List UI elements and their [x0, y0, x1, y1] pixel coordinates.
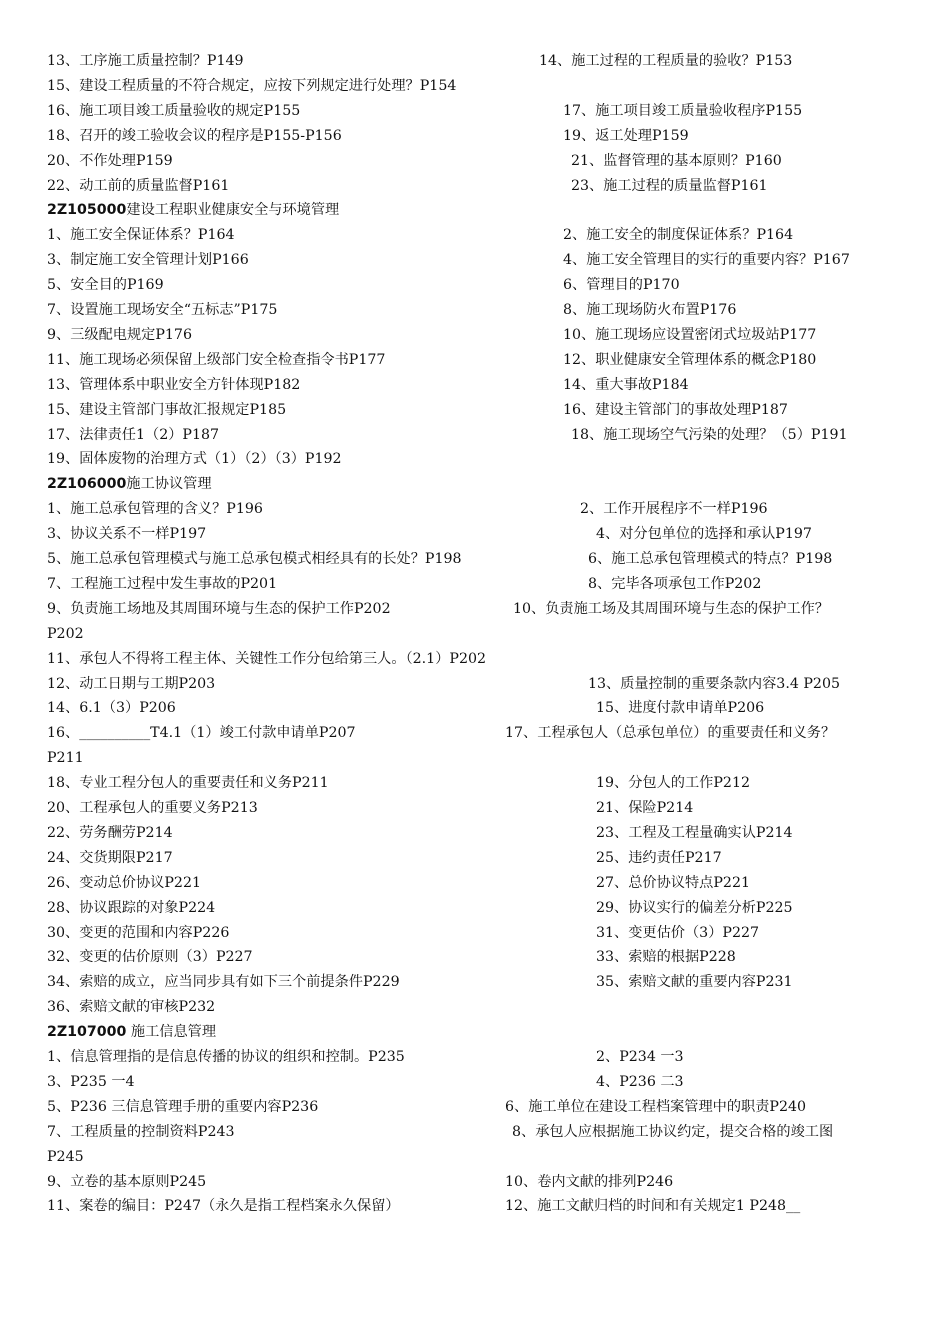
question-row — [0, 672, 950, 697]
question-item-left: 5、安全目的P169 — [47, 277, 164, 294]
question-item-left: 34、索赔的成立，应当同步具有如下三个前提条件P229 — [47, 974, 400, 991]
question-item-left: 16、__________T4.1（1）竣工付款申请单P207 — [47, 725, 356, 742]
question-item-left: 11、施工现场必须保留上级部门安全检查指令书P177 — [47, 351, 386, 368]
question-item-left: 26、变动总价协议P221 — [47, 874, 201, 891]
question-item-right: 4、对分包单位的选择和承认P197 — [596, 526, 812, 543]
question-item-right: 6、管理目的P170 — [563, 277, 680, 294]
question-item-right: 8、施工现场防火布置P176 — [563, 302, 737, 318]
question-item-right: 8、承包人应根据施工协议约定，提交合格的竣工图 — [512, 1123, 834, 1140]
question-row — [0, 995, 950, 1020]
question-row — [0, 1145, 950, 1170]
question-item-right: 16、建设主管部门的事故处理P187 — [563, 401, 788, 418]
section-heading-text — [47, 472, 212, 497]
question-item-left: 9、负责施工场地及其周围环境与生态的保护工作P202 — [47, 600, 391, 617]
question-row — [0, 921, 950, 946]
question-item-right: 19、返工处理P159 — [563, 127, 689, 144]
question-item-left: 18、召开的竣工验收会议的程序是P155-P156 — [47, 127, 342, 144]
question-item-left: 14、6.1（3）P206 — [47, 700, 176, 717]
section-heading — [0, 472, 950, 497]
question-item-left: 7、工程施工过程中发生事故的P201 — [47, 575, 278, 592]
question-item-left: 24、交货期限P217 — [47, 849, 173, 866]
question-row — [0, 248, 950, 273]
question-item-right: 4、P236 二3 — [596, 1073, 684, 1090]
question-row — [0, 746, 950, 771]
question-row — [0, 423, 950, 448]
section-heading — [0, 1020, 950, 1045]
section-code: 2Z106000 — [47, 476, 127, 493]
question-row — [0, 497, 950, 522]
question-row — [0, 298, 950, 323]
question-item-right: 21、保险P214 — [596, 800, 694, 816]
question-item-left: 5、施工总承包管理模式与施工总承包模式相经具有的长处？P198 — [47, 551, 462, 567]
question-row — [0, 721, 950, 746]
question-item-left: 28、协议跟踪的对象P224 — [47, 899, 216, 916]
question-item-left: 16、施工项目竣工质量验收的规定P155 — [47, 102, 301, 119]
question-item-left: 7、工程质量的控制资料P243 — [47, 1123, 235, 1140]
question-item-right: 2、工作开展程序不一样P196 — [580, 501, 768, 518]
question-row — [0, 74, 950, 99]
question-item-left: 7、设置施工现场安全“五标志”P175 — [47, 302, 278, 318]
question-item-right: 29、协议实行的偏差分析P225 — [596, 899, 793, 916]
question-item-left: 15、建设工程质量的不符合规定，应按下列规定进行处理？P154 — [47, 77, 457, 94]
question-item-right: 10、施工现场应设置密闭式垃圾站P177 — [563, 326, 817, 343]
question-row — [0, 373, 950, 398]
question-item-right: 13、质量控制的重要条款内容3.4 P205 — [588, 675, 841, 692]
question-item-right: 10、卷内文献的排列P246 — [505, 1173, 674, 1190]
question-item-right: 35、索赔文献的重要内容P231 — [596, 974, 793, 991]
question-row — [0, 970, 950, 995]
question-row — [0, 398, 950, 423]
question-row — [0, 572, 950, 597]
question-item-left: 1、施工安全保证体系？P164 — [47, 227, 235, 244]
question-item-right: 17、工程承包人（总承包单位）的重要责任和义务？ — [505, 725, 836, 742]
question-item-right: 14、施工过程的工程质量的验收？P153 — [539, 53, 793, 69]
question-row — [0, 348, 950, 373]
question-item-right: 27、总价协议特点P221 — [596, 874, 750, 891]
question-item-right: 21、监督管理的基本原则？P160 — [571, 152, 782, 169]
question-item-left: 3、协议关系不一样P197 — [47, 526, 207, 543]
question-row — [0, 99, 950, 124]
section-heading — [0, 198, 950, 223]
question-item-right: 23、工程及工程量确实认P214 — [596, 824, 793, 841]
question-item-right: 8、完毕各项承包工作P202 — [588, 575, 762, 592]
question-row — [0, 1095, 950, 1120]
question-item-left: 22、动工前的质量监督P161 — [47, 177, 230, 194]
question-row — [0, 522, 950, 547]
question-item-right: 23、施工过程的质量监督P161 — [571, 177, 768, 194]
question-item-left: 3、P235 一4 — [47, 1073, 135, 1090]
question-row — [0, 124, 950, 149]
question-item-left: 9、三级配电规定P176 — [47, 326, 192, 343]
question-item-left: 36、索赔文献的审核P232 — [47, 999, 216, 1016]
question-item-left: 15、建设主管部门事故汇报规定P185 — [47, 401, 287, 418]
question-item-right: 18、施工现场空气污染的处理？（5）P191 — [571, 426, 848, 443]
section-title: 施工协议管理 — [126, 476, 212, 493]
question-item-left: 13、工序施工质量控制？P149 — [47, 53, 244, 69]
question-row — [0, 1194, 950, 1219]
question-item-left: 19、固体废物的治理方式（1）（2）（3）P192 — [47, 451, 342, 468]
question-row — [0, 223, 950, 248]
question-row — [0, 796, 950, 821]
section-code: 2Z105000 — [47, 202, 127, 219]
question-item-left: 20、不作处理P159 — [47, 152, 173, 169]
question-item-left: 3、制定施工安全管理计划P166 — [47, 252, 249, 269]
question-item-right: 14、重大事故P184 — [563, 376, 689, 393]
question-row — [0, 1120, 950, 1145]
question-item-left: P202 — [47, 625, 84, 642]
question-row — [0, 149, 950, 174]
question-row — [0, 771, 950, 796]
section-title: 施工信息管理 — [126, 1024, 217, 1041]
question-item-left: 17、法律责任1（2）P187 — [47, 426, 220, 443]
question-row — [0, 49, 950, 74]
question-item-left: 1、信息管理指的是信息传播的协议的组织和控制。P235 — [47, 1049, 405, 1065]
question-row — [0, 323, 950, 348]
question-item-left: 22、劳务酬劳P214 — [47, 824, 173, 841]
question-item-right: 15、进度付款申请单P206 — [596, 700, 765, 717]
question-item-right: 6、施工单位在建设工程档案管理中的职责P240 — [505, 1098, 807, 1115]
question-item-left: P211 — [47, 750, 84, 767]
question-row — [0, 696, 950, 721]
question-item-right: 25、违约责任P217 — [596, 849, 722, 866]
question-item-left: 11、承包人不得将工程主体、关键性工作分包给第三人。（2.1）P202 — [47, 650, 487, 667]
question-row — [0, 1170, 950, 1195]
question-item-right: 6、施工总承包管理模式的特点？P198 — [588, 551, 833, 567]
question-row — [0, 622, 950, 647]
question-row — [0, 1045, 950, 1070]
section-code: 2Z107000 — [47, 1024, 127, 1041]
question-item-right: 17、施工项目竣工质量验收程序P155 — [563, 102, 803, 119]
question-item-left: 32、变更的估价原则（3）P227 — [47, 949, 253, 966]
question-row — [0, 846, 950, 871]
question-row — [0, 945, 950, 970]
question-row — [0, 647, 950, 672]
question-item-left: 20、工程承包人的重要义务P213 — [47, 800, 258, 816]
question-row — [0, 447, 950, 472]
question-row — [0, 547, 950, 572]
question-item-right: 12、职业健康安全管理体系的概念P180 — [563, 351, 817, 368]
question-item-left: 13、管理体系中职业安全方针体现P182 — [47, 376, 301, 393]
section-heading-text — [47, 1020, 216, 1045]
question-item-left: 1、施工总承包管理的含义？P196 — [47, 501, 263, 518]
question-item-left: 12、动工日期与工期P203 — [47, 675, 216, 692]
question-item-left: 5、P236 三信息管理手册的重要内容P236 — [47, 1098, 319, 1115]
question-item-right: 10、负责施工场及其周围环境与生态的保护工作？ — [513, 600, 829, 617]
question-row — [0, 1070, 950, 1095]
question-row — [0, 174, 950, 199]
question-item-left: P245 — [47, 1148, 84, 1165]
question-row — [0, 273, 950, 298]
question-item-right: 12、施工文献归档的时间和有关规定1 P248__ — [505, 1198, 801, 1215]
question-item-right: 33、索赔的根据P228 — [596, 949, 736, 966]
question-row — [0, 871, 950, 896]
question-item-right: 19、分包人的工作P212 — [596, 775, 750, 792]
question-item-left: 11、案卷的编目：P247（永久是指工程档案永久保留） — [47, 1198, 400, 1215]
question-item-right: 31、变更估价（3）P227 — [596, 924, 760, 941]
question-row — [0, 821, 950, 846]
section-title: 建设工程职业健康安全与环境管理 — [126, 202, 340, 219]
question-row — [0, 597, 950, 622]
section-heading-text — [47, 198, 339, 223]
question-item-right: 4、施工安全管理目的实行的重要内容？P167 — [563, 252, 850, 269]
question-row — [0, 896, 950, 921]
question-item-right: 2、施工安全的制度保证体系？P164 — [563, 227, 794, 244]
question-item-left: 9、立卷的基本原则P245 — [47, 1173, 207, 1190]
question-item-left: 18、专业工程分包人的重要责任和义务P211 — [47, 775, 329, 792]
question-item-right: 2、P234 一3 — [596, 1049, 684, 1065]
question-item-left: 30、变更的范围和内容P226 — [47, 924, 230, 941]
